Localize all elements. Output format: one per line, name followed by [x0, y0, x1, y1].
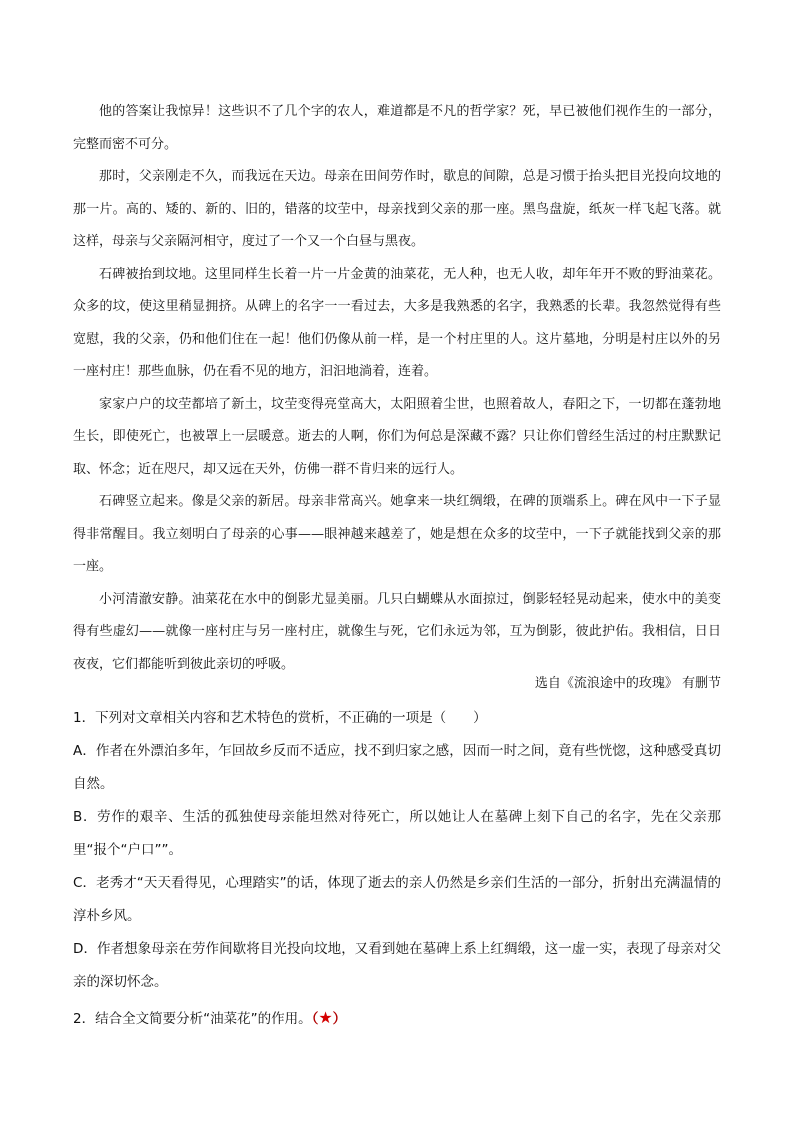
question-1-option-d: D．作者想象母亲在劳作间歇将目光投向坟地，又看到她在墓碑上系上红绸缎，这一虚一实，表现了母亲对父亲的深切怀念。 — [73, 941, 721, 990]
question-1-option-a: A．作者在外漂泊多年，乍回故乡反而不适应，找不到归家之感，因而一时之间，竟有些恍惚，这种感受真切自然。 — [73, 743, 721, 792]
passage-paragraph-5: 石碑竖立起来。像是父亲的新居。母亲非常高兴。她拿来一块红绸缎，在碑的顶端系上。碑在风中一下子显得非常醒目。我立刻明白了母亲的心事——眼神越来越差了，她是想在众多的坟茔中，一下子就能找到父亲的那一座。 — [73, 494, 721, 574]
question-1 — [73, 702, 721, 999]
difficulty-marker — [311, 1008, 347, 1027]
question-1-option-b: B．劳作的艰辛、生活的孤独使母亲能坦然对待死亡，所以她让人在墓碑上刻下自己的名字，先在父亲那里“报个“户口””。 — [73, 809, 721, 858]
question-2-line — [73, 1001, 721, 1036]
passage-paragraph-1: 他的答案让我惊异！这些识不了几个字的农人，难道都是不凡的哲学家？死，早已被他们视作生的一部分，完整而密不可分。 — [73, 104, 721, 152]
passage-paragraph-4: 家家户户的坟茔都培了新土，坟茔变得亮堂高大，太阳照着尘世，也照着故人，春阳之下，一切都在蓬勃地生长，即使死亡，也被罩上一层暖意。逝去的人啊，你们为何总是深藏不露？只让你们曾经生活过的村庄默默记取、怀念；近在咫尺，却又远在天外，仿佛一群不肯归来的远行人。 — [73, 396, 721, 477]
passage-paragraph-2: 那时，父亲刚走不久，而我远在天边。母亲在田间劳作时，歇息的间隙，总是习惯于抬头把目光投向坟地的那一片。高的、矮的、新的、旧的，错落的坟茔中，母亲找到父亲的那一座。黑鸟盘旋，纸灰一样飞起飞落。就这样，母亲与父亲隔河相守，度过了一个又一个白昼与黑夜。 — [73, 169, 721, 249]
reading-passage — [73, 96, 721, 681]
question-2-stem: 2．结合全文简要分析“油菜花”的作用。 — [73, 1011, 312, 1027]
passage-paragraph-6: 小河清澈安静。油菜花在水中的倒影尤显美丽。几只白蝴蝶从水面掠过，倒影轻轻晃动起来，使水中的美变得有些虚幻——就像一座村庄与另一座村庄，就像生与死，它们永远为邻，互为倒影，彼此护佑。我相信，日日夜夜，它们都能听到彼此亲切的呼吸。 — [73, 591, 721, 672]
passage-paragraph-3: 石碑被抬到坟地。这里同样生长着一片一片金黄的油菜花，无人种，也无人收，却年年开不败的野油菜花。众多的坟，使这里稍显拥挤。从碑上的名字一一看过去，大多是我熟悉的名字，我熟悉的长辈。我忽然觉得有些宽慰，我的父亲，仍和他们住在一起！他们仍像从前一样，是一个村庄里的人。这片墓地，分明是村庄以外的另一座村庄！那些血脉，仍在看不见的地方，汩汩地淌着，连着。 — [73, 266, 721, 379]
question-1-stem: 1．下列对文章相关内容和艺术特色的赏析，不正确的一项是（ ） — [73, 710, 487, 726]
question-1-option-c: C．老秀才“天天看得见，心理踏实”的话，体现了逝去的亲人仍然是乡亲们生活的一部分，折射出充满温情的淳朴乡风。 — [73, 875, 721, 924]
question-list — [73, 702, 721, 1036]
passage-source: 选自《流浪途中的玫瑰》 有删节 — [534, 676, 721, 691]
difficulty-open-paren: （ — [311, 1011, 319, 1027]
difficulty-close-paren: ） — [332, 1011, 347, 1027]
star-icon: ★ — [318, 1008, 333, 1027]
question-2 — [73, 1001, 721, 1036]
